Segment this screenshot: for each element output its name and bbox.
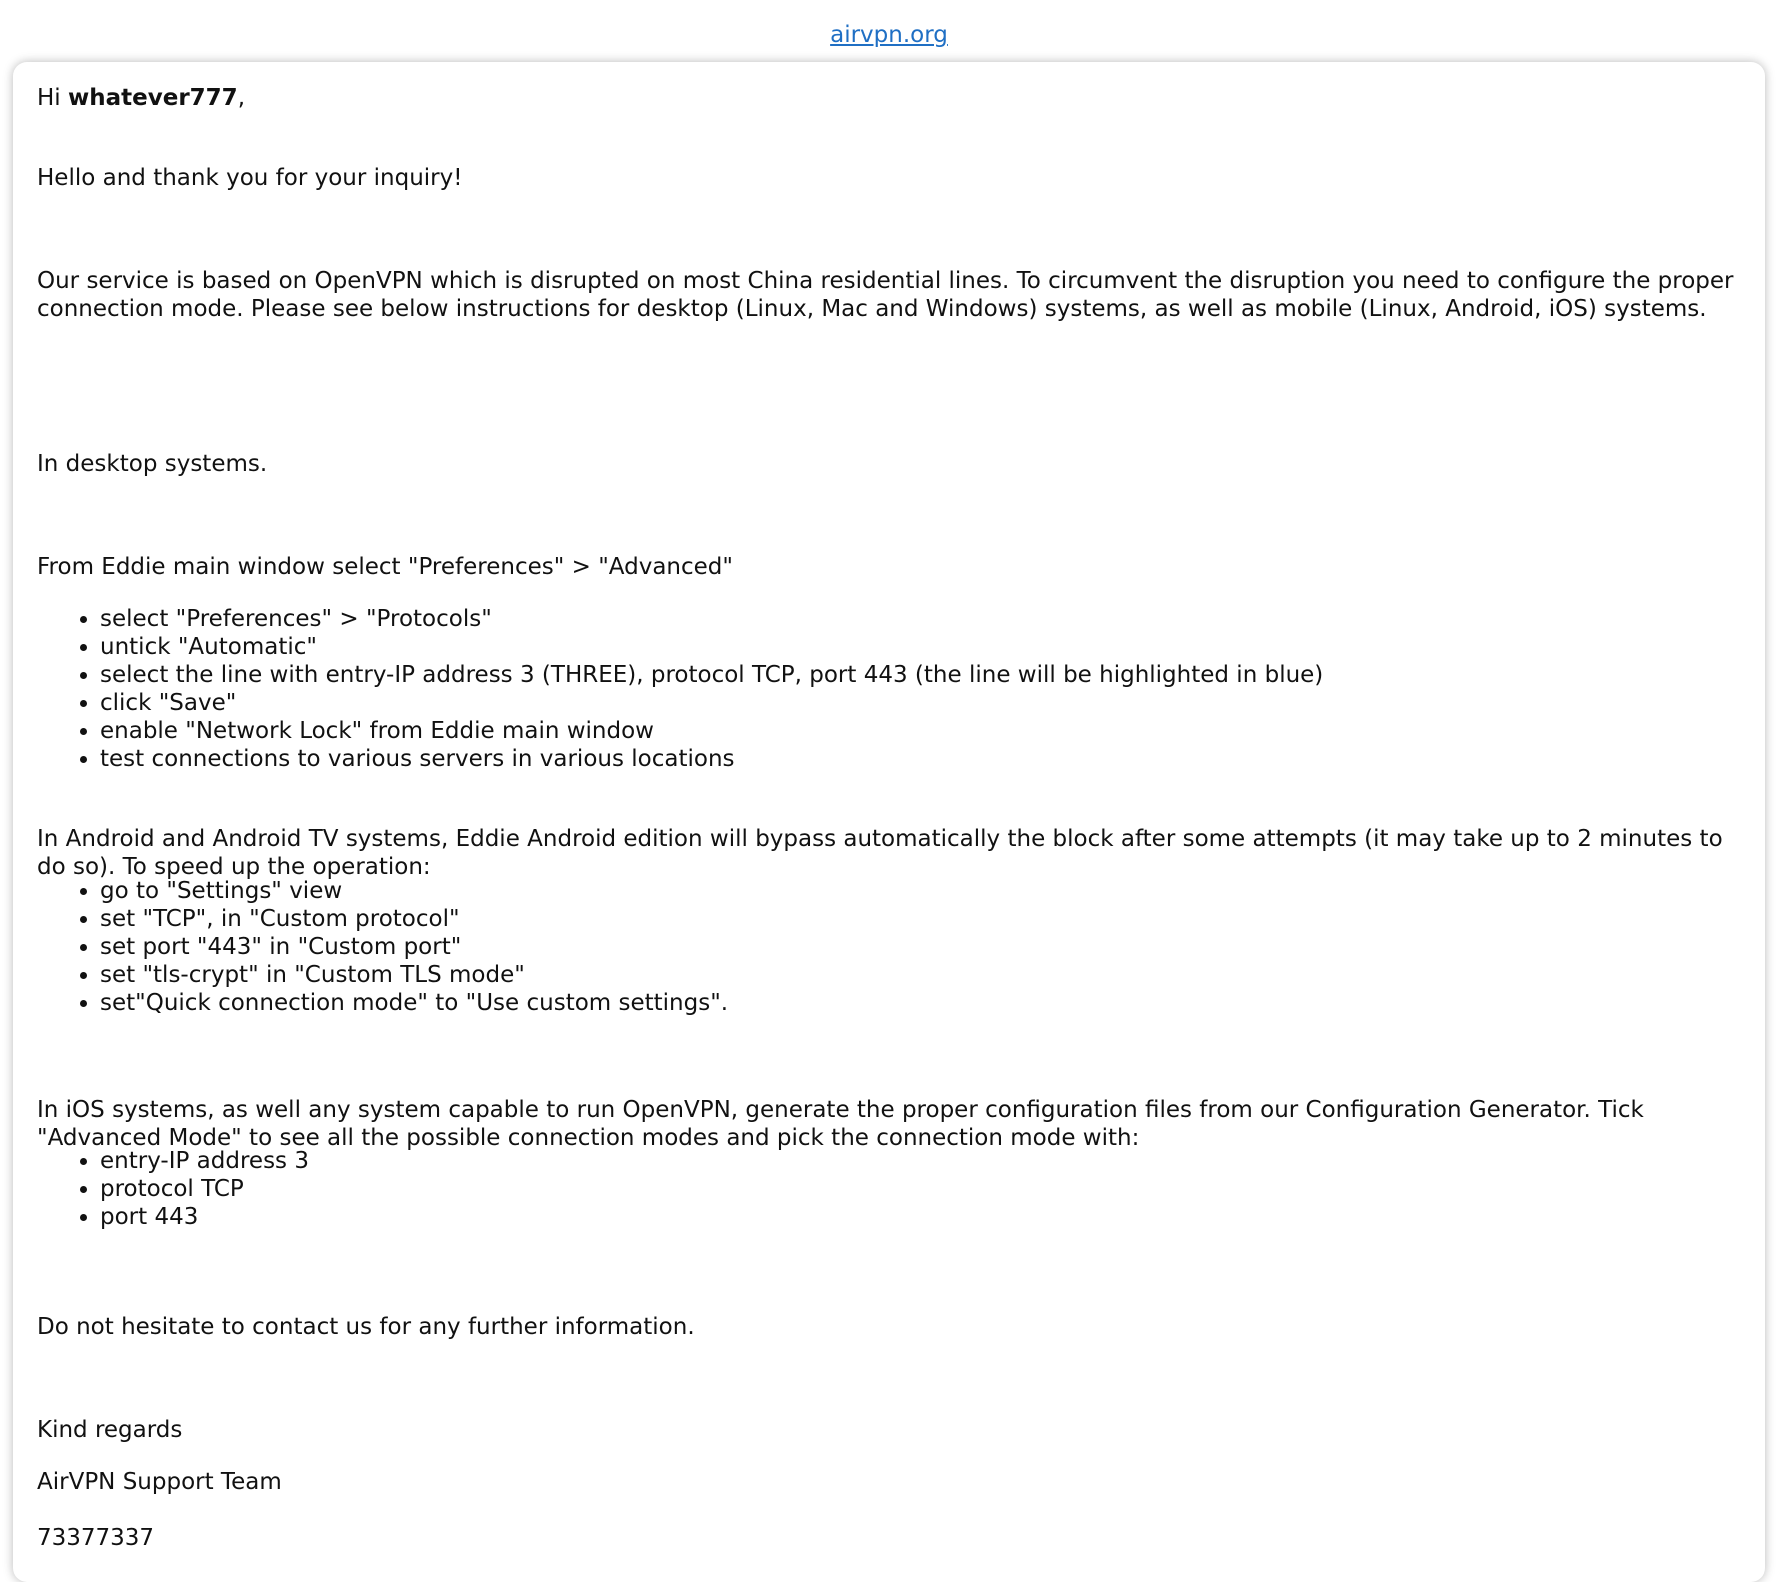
list-item: • port 443 [100,1203,309,1231]
list-item: • enable "Network Lock" from Eddie main window [100,717,1323,745]
top-bar [0,0,1778,60]
team-signature: AirVPN Support Team [37,1469,282,1495]
android-intro: In Android and Android TV systems, Eddie Android edition will bypass automatically the block after some attempts (it may take up to 2 minutes to do so). To speed up the operation: [37,826,1723,880]
desktop-heading: In desktop systems. [37,451,268,477]
service-note: Our service is based on OpenVPN which is disrupted on most China residential lines. To circumvent the disruption you need to configure the proper connection mode. Please see below instructions for desktop (Linux, Mac and Windows) systems, as well as mobile (Linux, Android, iOS) systems. [37,268,1734,322]
airvpn-link[interactable]: airvpn.org [830,22,948,48]
intro-text: Hello and thank you for your inquiry! [37,165,463,191]
list-item: • click "Save" [100,689,1323,717]
list-item: • select "Preferences" > "Protocols" [100,605,1323,633]
list-item: • set "tls-crypt" in "Custom TLS mode" [100,961,728,989]
list-item: • set"Quick connection mode" to "Use custom settings". [100,989,728,1017]
list-item: • entry-IP address 3 [100,1147,309,1175]
greeting-suffix: , [237,85,245,111]
android-steps [37,877,728,1017]
ticket-number: 73377337 [37,1525,155,1551]
desktop-intro: From Eddie main window select "Preferences" > "Advanced" [37,554,733,580]
list-item: • go to "Settings" view [100,877,728,905]
list-item: • untick "Automatic" [100,633,1323,661]
list-item: • set "TCP", in "Custom protocol" [100,905,728,933]
desktop-steps [37,605,1323,773]
username: whatever777 [68,85,238,111]
ios-intro: In iOS systems, as well any system capable to run OpenVPN, generate the proper configuration files from our Configuration Generator. Tick "Advanced Mode" to see all the possible connection modes and pick the connection mode with: [37,1097,1644,1151]
regards-text: Kind regards [37,1417,183,1443]
closing-text: Do not hesitate to contact us for any further information. [37,1314,695,1340]
list-item: • test connections to various servers in various locations [100,745,1323,773]
ios-steps [37,1147,309,1231]
list-item: • protocol TCP [100,1175,309,1203]
greeting-prefix: Hi [37,85,68,111]
list-item: • set port "443" in "Custom port" [100,933,728,961]
greeting [37,84,245,112]
list-item: • select the line with entry-IP address 3 (THREE), protocol TCP, port 443 (the line will be highlighted in blue) [100,661,1323,689]
email-card [13,62,1765,1582]
